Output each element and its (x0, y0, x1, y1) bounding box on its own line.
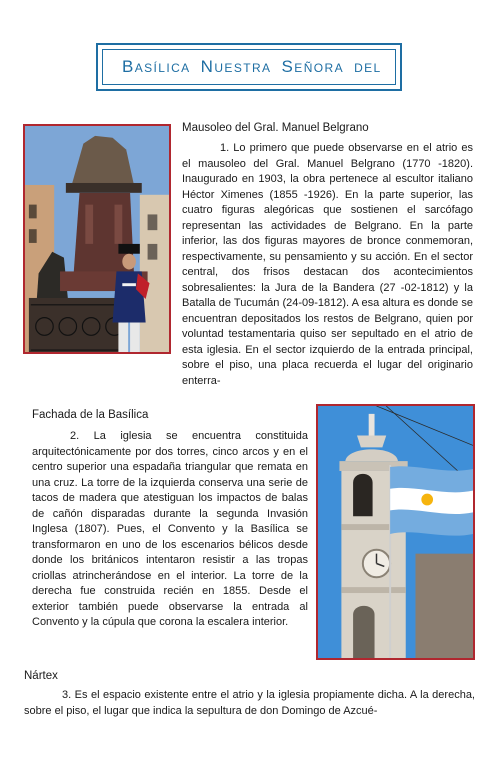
section-heading-mausoleo: Mausoleo del Gral. Manuel Belgrano (182, 122, 369, 134)
paragraph-fachada (32, 429, 308, 631)
section-heading-fachada: Fachada de la Basílica (32, 409, 149, 421)
page-title: Basílica Nuestra Señora del (122, 57, 382, 76)
section-heading-nartex: Nártex (24, 670, 58, 682)
title-box (96, 43, 402, 91)
paragraph-mausoleo-text: 1. Lo primero que puede observarse en el atrio es el mausoleo del Gral. Manuel Belgrano (1770 -1820). Inaugurado en 1903, la obra pertenece al escultor italiano Héctor Ximenes (1855 -1926). En la parte superior, las cuatro figuras alegóricas que sostienen el sarcófago representan las actividades de Belgrano. En la parte inferior, las dos figuras mayores de bronce conmemoran, respectivamente, su pensamiento y su acción. En el sector central, dos frisos destacan dos acontecimientos sobresalientes: la Jura de la Bandera (27 -02-1812) y la Batalla de Tucumán (24-09-1812). A esa altura es donde se encuentran depositados los restos de Belgrano, quien por voluntad testamentaria quiso ser sepultado en el atrio de esta iglesia. En el sector izquierdo de la entrada principal, sobre el piso, una placa recuerda el lugar del originario enterra- (182, 142, 473, 387)
paragraph-nartex (24, 688, 475, 719)
paragraph-fachada-text: 2. La iglesia se encuentra constituida arquitectónicamente por dos torres, cinco arcos y en el centro superior una espadaña triangular que remata en una cruz. La torre de la izquierda conserva una serie de tacos de madera que atestiguan los impactos de balas de cañón disparadas durante la segunda Invasión Inglesa (1807). Pues, el Convento y la Basílica se transformaron en uno de los escenarios bélicos desde donde los británicos intentaron resistir a las tropas criollas atrincherándose en el interior. La torre de la derecha fue construida recién en 1855. Desde el exterior también puede observarse la entrada al Convento y la cúpula que corona la escalera interior. (32, 430, 308, 628)
basilica-tower-photo (316, 404, 475, 660)
paragraph-mausoleo (182, 141, 473, 389)
paragraph-nartex-text: 3. Es el espacio existente entre el atrio y la iglesia propiamente dicha. A la derecha, sobre el piso, el lugar que indica la sepultura de don Domingo de Azcué- (24, 689, 475, 717)
title-inner-frame (102, 49, 396, 85)
mausoleum-photo (23, 124, 171, 354)
